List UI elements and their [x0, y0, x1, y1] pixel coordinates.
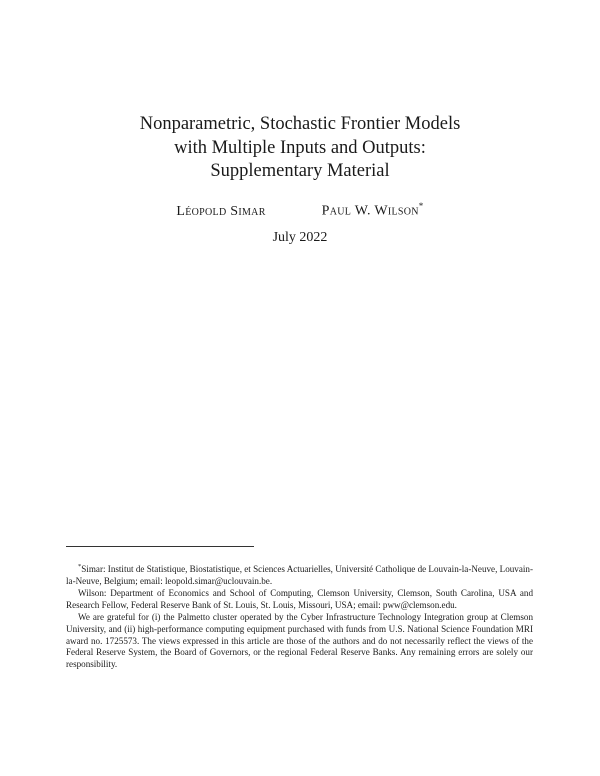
paper-title [60, 113, 540, 184]
title-line-1: Nonparametric, Stochastic Frontier Models [139, 114, 461, 134]
author-wilson [322, 201, 424, 220]
footnote-separator [66, 546, 254, 547]
author-wilson-name: Paul W. Wilson [321, 203, 419, 219]
title-line-2: with Multiple Inputs and Outputs: [174, 137, 426, 158]
footnote-simar-mark: * [78, 563, 82, 570]
author-simar-name: Léopold Simar [176, 203, 266, 219]
author-list [0, 201, 600, 220]
publication-date: July 2022 [272, 230, 328, 245]
footnote-simar-text: Simar: Institut de Statistique, Biostatistique, et Sciences Actuarielles, Université Catholique de Louvain-la-Neuve, Louvain-la-Neuve, Belgium; email: leopold.simar@uclouvain.be. [66, 564, 533, 586]
author-simar [176, 204, 265, 220]
footnotes [66, 561, 533, 671]
footnote-acknowledgements: We are grateful for (i) the Palmetto cluster operated by the Cyber Infrastructure Technology Integration group at Clemson University, and (ii) high-performance computing equipment purchased with funds from U.S. National Science Foundation MRI award no. 1725573. The views expressed in this article are those of the authors and do not necessarily reflect the views of the Federal Reserve System, the Board of Governors, or the regional Federal Reserve Banks. Any remaining errors are solely our responsibility. [66, 612, 533, 669]
footnote-simar [66, 561, 533, 587]
footnote-wilson: Wilson: Department of Economics and School of Computing, Clemson University, Clemson, South Carolina, USA and Research Fellow, Federal Reserve Bank of St. Louis, St. Louis, Missouri, USA; email: pww@clemson.edu. [66, 588, 533, 610]
footnote-mark: * [418, 201, 424, 211]
title-line-3: Supplementary Material [210, 161, 390, 181]
